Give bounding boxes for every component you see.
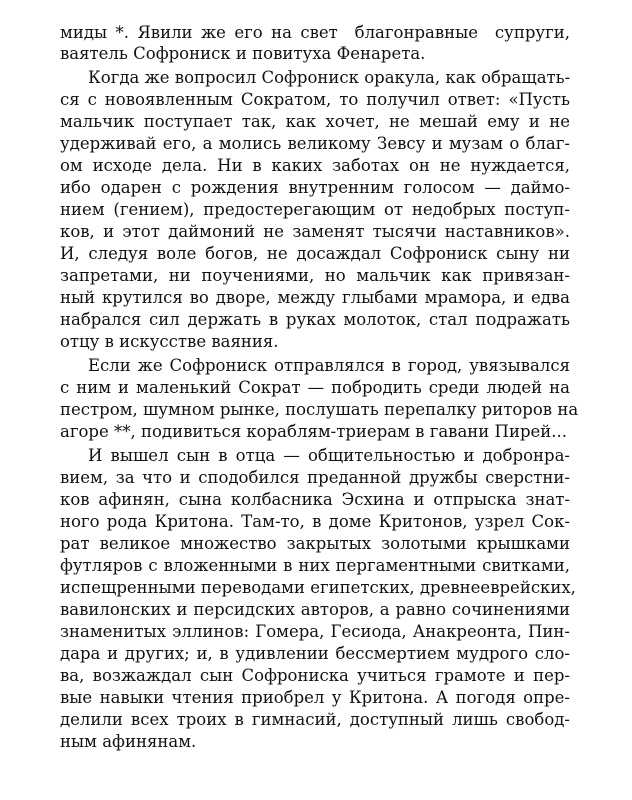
- text-line: ибо одарен с рождения внутренним голосом — даймо-: [60, 178, 570, 197]
- text-line: ся с новоявленным Сократом, то получил ответ: «Пусть: [60, 90, 570, 109]
- text-line: набрался сил держать в руках молоток, стал подражать: [60, 310, 570, 329]
- text-line: нием (гением), предостерегающим от недобрых поступ-: [60, 200, 570, 219]
- text-line: рат великое множество закрытых золотыми крышками: [60, 534, 570, 553]
- text-line: вием, за что и сподобился преданной дружбы сверстни-: [60, 468, 570, 487]
- text-line: пестром, шумном рынке, послушать перепалку риторов на: [60, 400, 579, 419]
- text-line: мальчик поступает так, как хочет, не мешай ему и не: [60, 112, 570, 131]
- text-line: запретами, ни поучениями, но мальчик как привязан-: [60, 266, 570, 285]
- text-line: миды *. Явили же его на свет благонравные супруги,: [60, 23, 570, 42]
- text-line: И, следуя воле богов, не досаждал Софрониск сыну ни: [60, 244, 570, 263]
- text-line: вые навыки чтения приобрел у Критона. А погодя опре-: [60, 688, 570, 707]
- text-line: ва, возжаждал сын Софрониска учиться грамоте и пер-: [60, 666, 570, 685]
- text-line: с ним и маленький Сократ — побродить среди людей на: [60, 378, 570, 397]
- text-line: ваятель Софрониск и повитуха Фенарета.: [60, 44, 426, 63]
- text-line: И вышел сын в отца — общительностью и добронра-: [88, 446, 570, 465]
- text-line: ный крутился во дворе, между глыбами мрамора, и едва: [60, 288, 570, 307]
- text-line: отцу в искусстве ваяния.: [60, 332, 279, 351]
- text-line: агоре **, подивиться кораблям-триерам в гавани Пирей...: [60, 422, 567, 441]
- text-line: дара и других; и, в удивлении бессмертием мудрого сло-: [60, 644, 570, 663]
- text-line: ков афинян, сына колбасника Эсхина и отпрыска знат-: [60, 490, 570, 509]
- text-line: ом исходе дела. Ни в каких заботах он не нуждается,: [60, 156, 570, 175]
- text-line: футляров с вложенными в них пергаментными свитками,: [60, 556, 570, 575]
- text-line: вавилонских и персидских авторов, а равно сочинениями: [60, 600, 570, 619]
- text-line: Если же Софрониск отправлялся в город, увязывался: [88, 356, 570, 375]
- text-line: Когда же вопросил Софрониск оракула, как обращать-: [88, 68, 571, 87]
- text-line: испещренными переводами египетских, древнееврейских,: [60, 578, 576, 597]
- text-line: знаменитых эллинов: Гомера, Гесиода, Анакреонта, Пин-: [60, 622, 570, 641]
- text-line: удерживай его, а молись великому Зевсу и музам о благ-: [60, 134, 570, 153]
- text-line: ного рода Критона. Там-то, в доме Критонов, узрел Сок-: [60, 512, 570, 531]
- text-line: ным афинянам.: [60, 732, 197, 751]
- text-line: ков, и этот даймоний не заменят тысячи наставников».: [60, 222, 570, 241]
- text-line: делили всех троих в гимнасий, доступный лишь свобод-: [60, 710, 570, 729]
